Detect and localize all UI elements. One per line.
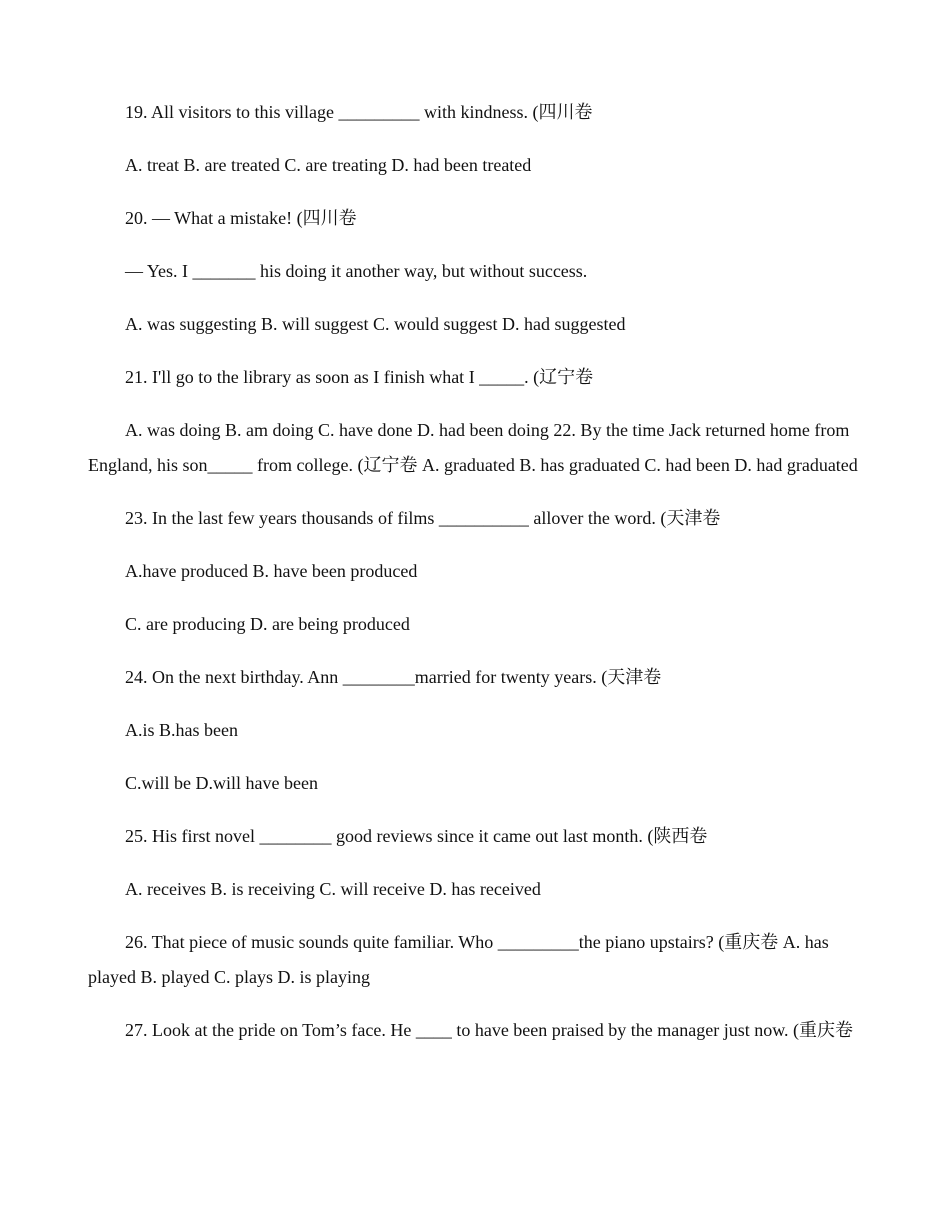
options-24-ab: A.is B.has been xyxy=(125,720,238,740)
options-23-cd: C. are producing D. are being produced xyxy=(125,614,410,634)
options-20: A. was suggesting B. will suggest C. would suggest D. had suggested xyxy=(125,314,626,334)
options-19: A. treat B. are treated C. are treating D. had been treated xyxy=(125,155,532,175)
options-24-cd: C.will be D.will have been xyxy=(125,773,318,793)
question-26: 26. That piece of music sounds quite familiar. Who _________the piano upstairs? (重庆卷 A. has played B. played C. plays D. is playing xyxy=(88,932,829,987)
options-21-question-22: A. was doing B. am doing C. have done D. had been doing 22. By the time Jack returned home from England, his son_____ from college. (辽宁卷 A. graduated B. has graduated C. had been D. had graduated xyxy=(88,420,858,475)
dialogue-20: — Yes. I _______ his doing it another way, but without success. xyxy=(125,261,588,281)
question-19: 19. All visitors to this village _________ with kindness. (四川卷 xyxy=(125,102,593,122)
options-25: A. receives B. is receiving C. will receive D. has received xyxy=(125,879,541,899)
question-20: 20. — What a mistake! (四川卷 xyxy=(125,208,357,228)
question-27: 27. Look at the pride on Tom’s face. He ____ to have been praised by the manager just now. (重庆卷 xyxy=(125,1020,854,1040)
options-23-ab: A.have produced B. have been produced xyxy=(125,561,418,581)
question-25: 25. His first novel ________ good reviews since it came out last month. (陕西卷 xyxy=(125,826,708,846)
question-23: 23. In the last few years thousands of films __________ allover the word. (天津卷 xyxy=(125,508,721,528)
document-page xyxy=(88,95,860,1066)
question-21: 21. I'll go to the library as soon as I finish what I _____. (辽宁卷 xyxy=(125,367,594,387)
question-24: 24. On the next birthday. Ann ________married for twenty years. (天津卷 xyxy=(125,667,662,687)
